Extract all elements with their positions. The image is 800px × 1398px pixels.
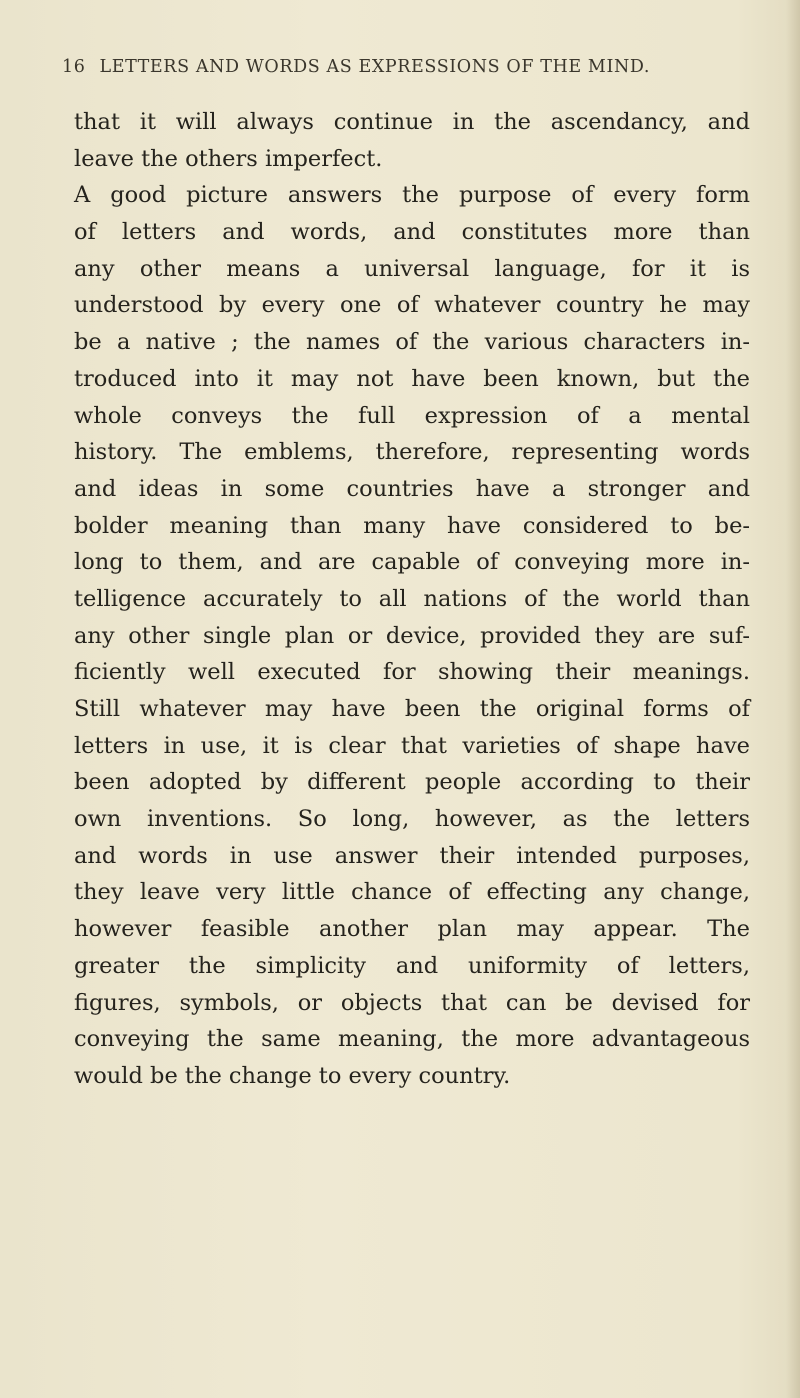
text-line: long to them, and are capable of conveying more in- [74,549,750,576]
text-line: letters in use, it is clear that varieties of shape have [74,732,750,759]
text-line: and ideas in some countries have a stronger and [74,475,750,502]
text-line: telligence accurately to all nations of the world than [74,585,750,612]
text-line: they leave very little chance of effecting any change, [74,879,750,906]
text-line: leave the others imperfect. [74,145,383,172]
text-line: of letters and words, and constitutes more than [74,219,750,246]
text-line: history. The emblems, therefore, representing words [74,439,750,466]
text-line: own inventions. So long, however, as the letters [74,806,750,833]
text-line: any other means a universal language, for it is [74,255,750,282]
text-line: understood by every one of whatever country he may [74,292,750,319]
text-line: bolder meaning than many have considered to be- [74,512,750,539]
text-line: whole conveys the full expression of a mental [74,402,750,429]
running-title: LETTERS AND WORDS AS EXPRESSIONS OF THE MIND. [99,57,651,77]
text-line: and words in use answer their intended purposes, [74,842,750,869]
text-line: Still whatever may have been the original forms of [74,696,750,722]
text-line: greater the simplicity and uniformity of letters, [74,952,750,979]
text-line: ficiently well executed for showing their meanings. [74,659,750,686]
body-text [74,104,750,1095]
text-line: however feasible another plan may appear. The [74,916,750,943]
text-line: conveying the same meaning, the more advantageous [74,1026,750,1053]
text-line: be a native ; the names of the various characters in- [74,329,750,356]
running-head [62,57,752,77]
text-line: been adopted by different people according to their [74,769,750,796]
text-line: any other single plan or device, provided they are suf- [74,622,750,649]
text-line: troduced into it may not have been known, but the [74,365,750,392]
text-line: would be the change to every country. [74,1062,511,1089]
text-line: that it will always continue in the ascendancy, and [74,109,750,135]
text-line: figures, symbols, or objects that can be devised for [74,989,750,1016]
paragraph-first-line: A good picture answers the purpose of every form [74,182,750,209]
page-number: 16 [62,57,86,77]
page-edge-shadow [786,0,800,1398]
